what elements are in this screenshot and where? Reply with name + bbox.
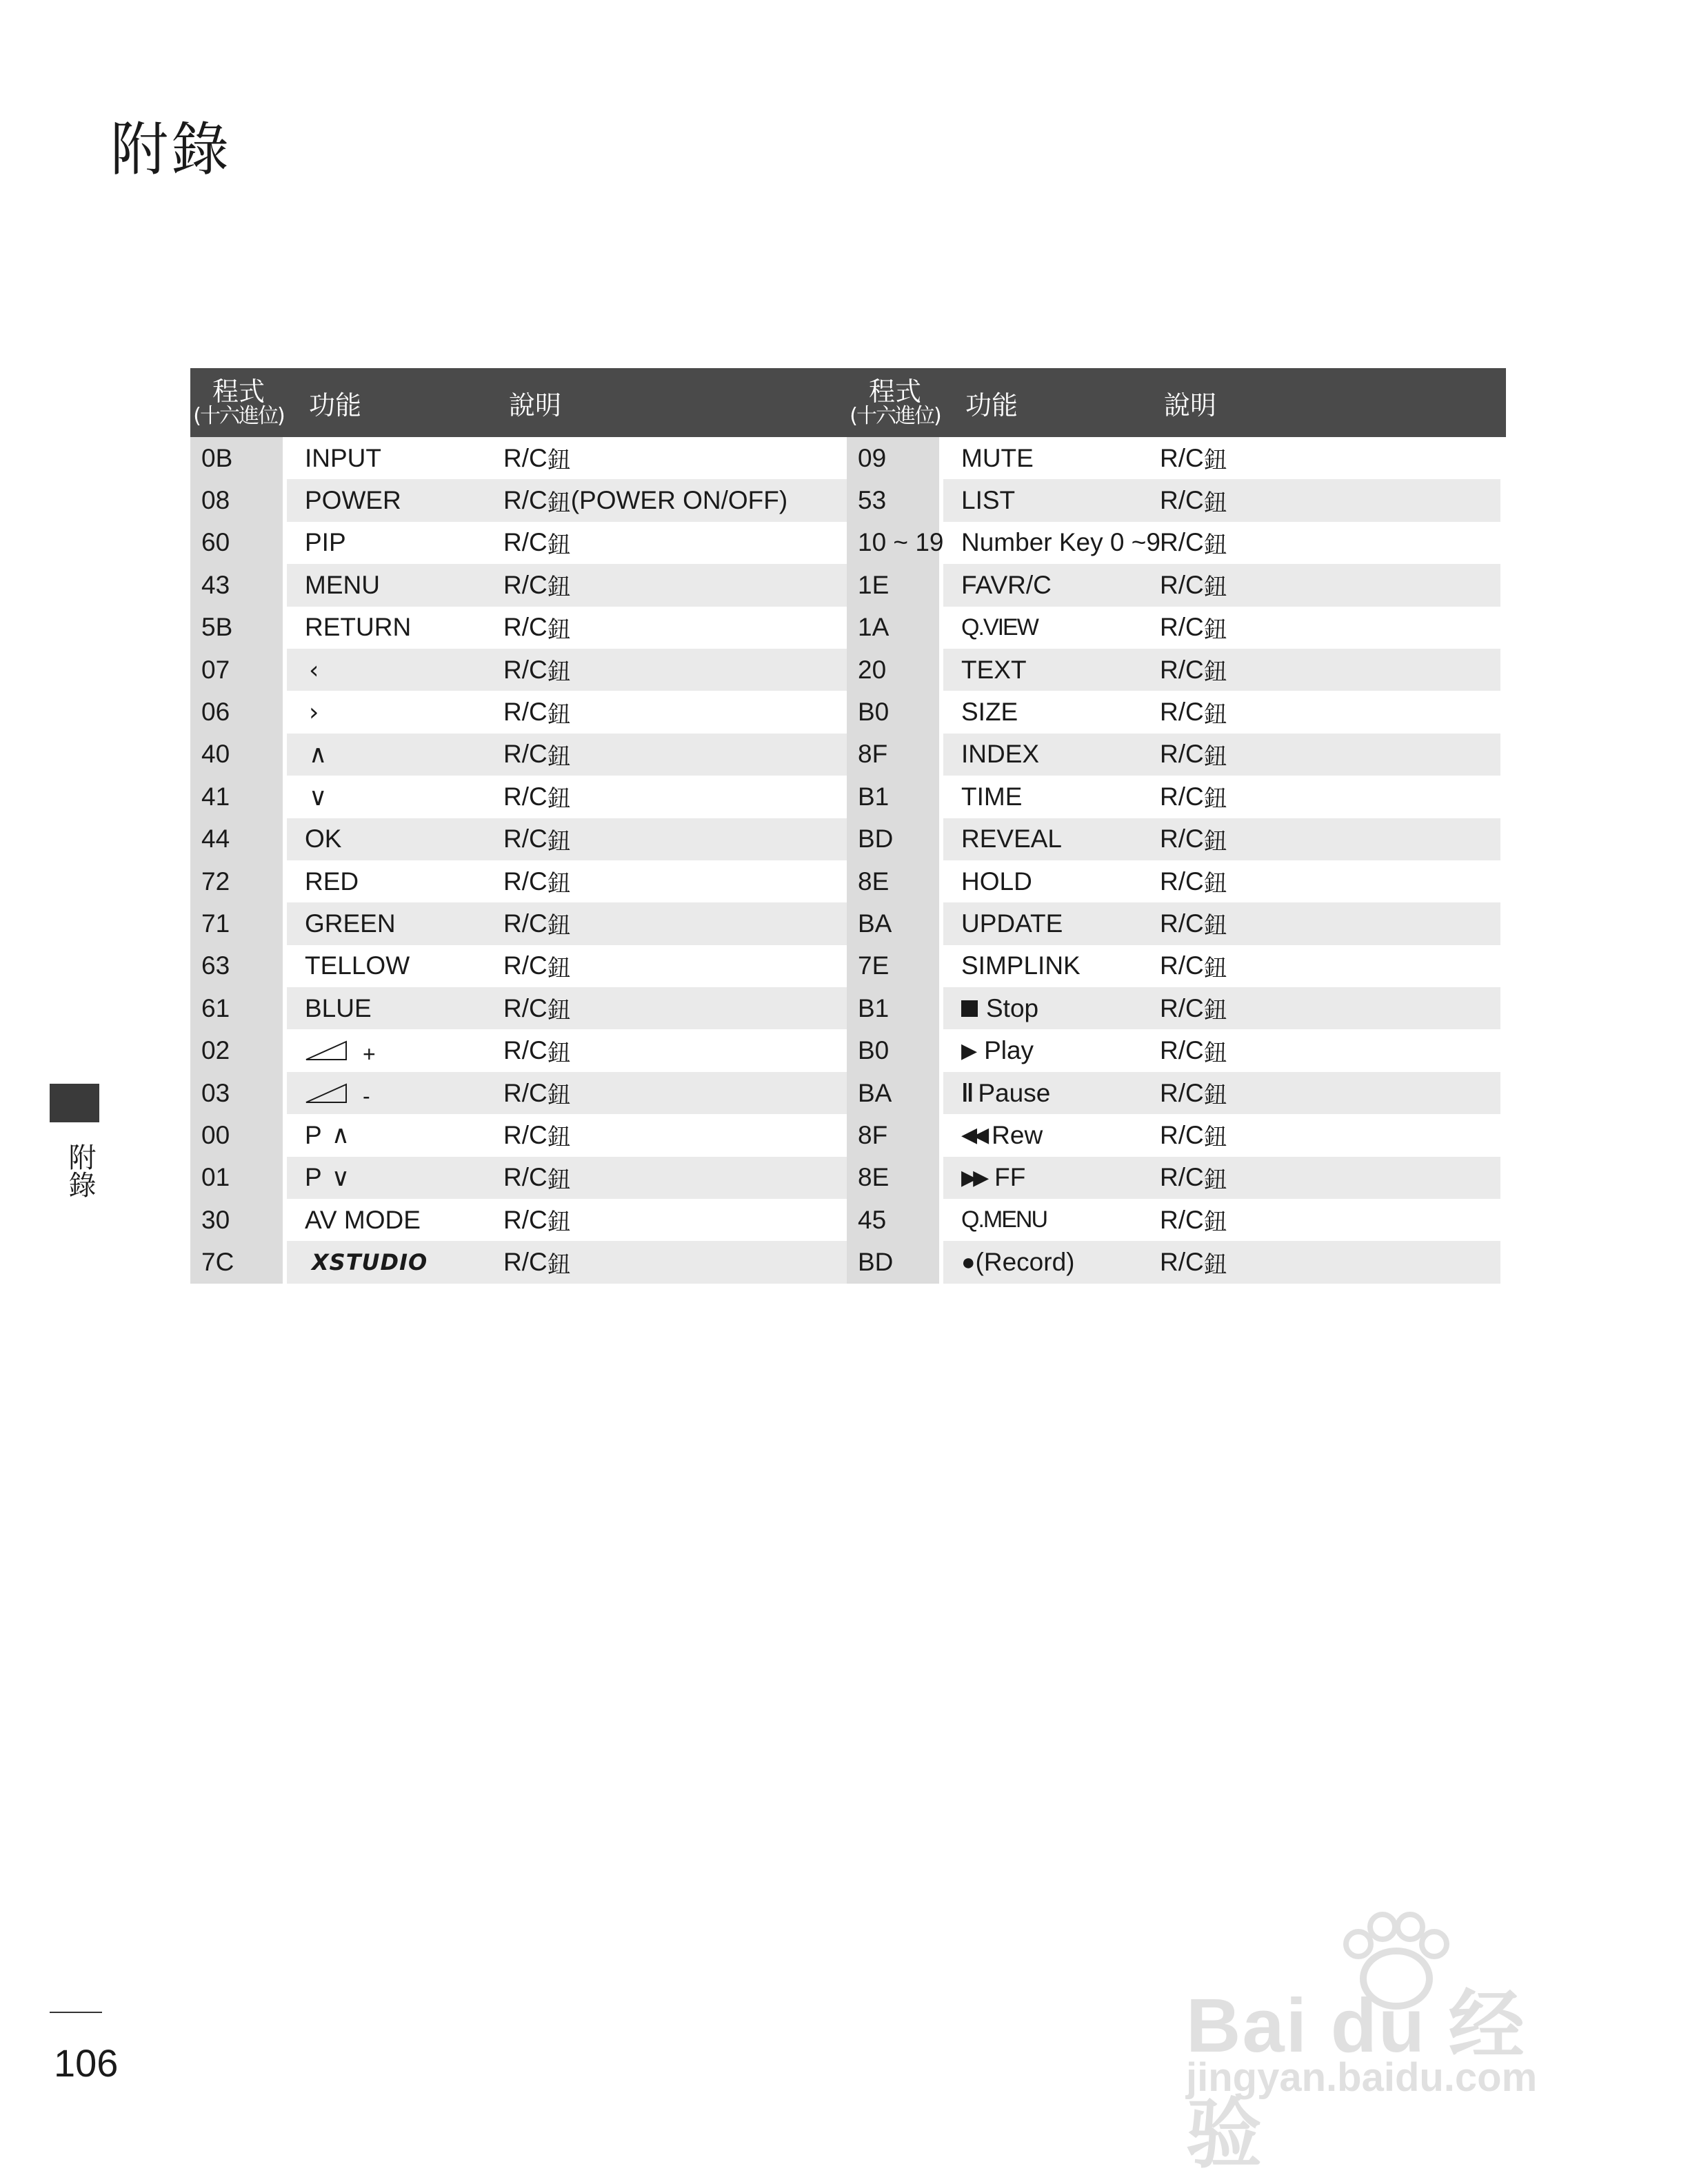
function-label: (Record): [975, 1248, 1075, 1277]
volume-icon: [305, 1040, 349, 1061]
description-cell: R/C 鈕: [1160, 698, 1227, 729]
function-label: FF: [994, 1163, 1026, 1192]
description-cell: R/C 鈕: [1160, 782, 1227, 813]
function-label: SIZE: [961, 698, 1018, 727]
function-label: MENU: [305, 570, 380, 599]
function-cell: [961, 734, 1039, 776]
table-row: [190, 1199, 1506, 1241]
code-cell: 72: [190, 860, 283, 902]
table-header: [190, 368, 1506, 437]
table-row: [190, 945, 1506, 987]
function-cell: [961, 776, 1022, 818]
code-cell: 43: [190, 564, 283, 606]
page-number-rule: [50, 2012, 102, 2013]
code-cell: 71: [190, 902, 283, 944]
function-cell: [305, 818, 341, 860]
code-cell: 20: [847, 649, 939, 691]
function-cell: [305, 776, 327, 818]
function-cell: [305, 1114, 350, 1156]
pause-icon: ‖: [961, 1078, 974, 1107]
function-cell: [305, 691, 319, 733]
description-cell: R/C 鈕: [503, 1205, 571, 1237]
header-code-right: [847, 368, 943, 437]
function-label: OK: [305, 825, 342, 853]
watermark: [1172, 1910, 1586, 2177]
code-cell: 45: [847, 1199, 939, 1241]
code-cell: 7C: [190, 1241, 283, 1283]
left-arrow-icon: ‹: [309, 656, 319, 685]
table-row: [190, 1241, 1506, 1283]
header-description: 說明: [509, 390, 562, 421]
function-label: TEXT: [961, 655, 1027, 684]
table-row: [190, 649, 1506, 691]
function-cell: [305, 479, 401, 521]
function-label: INDEX: [961, 740, 1040, 769]
function-label: UPDATE: [961, 909, 1063, 938]
description-cell: R/C 鈕: [503, 993, 571, 1025]
header-code: [190, 368, 287, 437]
function-cell: [305, 437, 381, 479]
code-cell: BD: [847, 818, 939, 860]
function-label: RED: [305, 867, 359, 896]
function-label: INPUT: [305, 443, 381, 472]
function-cell: [961, 1157, 1025, 1199]
description-cell: R/C 鈕: [503, 1248, 571, 1279]
code-cell: 53: [847, 479, 939, 521]
arrow-key: [309, 698, 319, 727]
function-cell: [961, 1114, 1043, 1156]
function-cell: [305, 945, 410, 987]
up-arrow-icon: ∧: [309, 740, 328, 769]
function-cell: [961, 1199, 1047, 1241]
function-cell: [961, 945, 1081, 987]
code-cell: 5B: [190, 607, 283, 649]
function-label: REVEAL: [961, 825, 1063, 853]
description-cell: R/C 鈕: [503, 698, 571, 729]
table-row: [190, 818, 1506, 860]
header-code-line2: (十六進位): [850, 404, 941, 428]
code-cell: 03: [190, 1072, 283, 1114]
description-cell: R/C 鈕: [503, 1036, 571, 1067]
description-cell: R/C 鈕: [1160, 1036, 1227, 1067]
code-cell: 09: [847, 437, 939, 479]
description-cell: R/C 鈕: [1160, 1205, 1227, 1237]
table-row: [190, 1029, 1506, 1071]
description-cell: R/C 鈕: [1160, 1078, 1227, 1110]
description-cell: R/C 鈕: [1160, 443, 1227, 475]
description-cell: R/C 鈕: [503, 951, 571, 982]
code-cell: 8F: [847, 1114, 939, 1156]
table-row: [190, 522, 1506, 564]
table-row: [190, 860, 1506, 902]
watermark-brand: Bai du 经验: [1186, 1983, 1526, 2177]
description-cell: R/C 鈕: [503, 613, 571, 644]
description-cell: R/C 鈕: [503, 825, 571, 856]
arrow-key: [309, 656, 319, 685]
right-arrow-icon: ›: [309, 698, 319, 727]
function-cell: [305, 522, 346, 564]
code-cell: 60: [190, 522, 283, 564]
function-cell: [305, 902, 396, 944]
description-cell: R/C 鈕: [503, 528, 571, 559]
description-cell: R/C 鈕: [503, 867, 571, 898]
code-cell: BA: [847, 1072, 939, 1114]
code-cell: 8E: [847, 860, 939, 902]
function-cell: [961, 437, 1034, 479]
function-label: BLUE: [305, 993, 372, 1022]
description-cell: R/C 鈕: [1160, 740, 1227, 771]
function-label: Stop: [986, 993, 1039, 1022]
function-label: PIP: [305, 528, 346, 557]
code-cell: 61: [190, 987, 283, 1029]
stop-icon: [961, 1000, 978, 1017]
function-label: -: [363, 1084, 370, 1109]
table-row: [190, 691, 1506, 733]
code-cell: B1: [847, 987, 939, 1029]
description-cell: R/C 鈕: [1160, 613, 1227, 644]
function-label: +: [363, 1041, 376, 1066]
description-cell: R/C 鈕: [503, 655, 571, 687]
code-cell: 0B: [190, 437, 283, 479]
code-cell: BD: [847, 1241, 939, 1283]
header-code-line1: 程式: [212, 376, 265, 407]
function-cell: [961, 987, 1038, 1029]
table-row: [190, 564, 1506, 606]
arrow-key: [309, 740, 327, 769]
description-cell: R/C 鈕: [1160, 570, 1227, 602]
code-cell: B1: [847, 776, 939, 818]
function-cell: [961, 691, 1018, 733]
code-cell: 10 ~ 19: [847, 522, 939, 564]
code-cell: 8F: [847, 734, 939, 776]
function-label: Play: [984, 1036, 1034, 1065]
function-label: GREEN: [305, 909, 396, 938]
function-label: Rew: [992, 1120, 1043, 1149]
function-cell: [305, 1241, 428, 1283]
function-label: LIST: [961, 486, 1016, 515]
table-row: [190, 437, 1506, 479]
watermark-url: jingyan.baidu.com: [1186, 2055, 1538, 2100]
function-cell: [961, 818, 1062, 860]
code-cell: 01: [190, 1157, 283, 1199]
function-cell: [305, 564, 380, 606]
page-title: 附錄: [110, 116, 232, 183]
description-cell: R/C 鈕: [1160, 1163, 1227, 1194]
code-cell: 7E: [847, 945, 939, 987]
function-cell: [305, 734, 327, 776]
function-cell: [305, 649, 319, 691]
code-cell: 07: [190, 649, 283, 691]
function-label: FAVR/C: [961, 570, 1052, 599]
description-cell: R/C 鈕: [503, 1120, 571, 1152]
xstudio-logo: XSTUDIO: [312, 1249, 428, 1276]
function-cell: [961, 1029, 1034, 1071]
description-cell: R/C 鈕: [1160, 993, 1227, 1025]
table-row: [190, 607, 1506, 649]
function-label: Q.MENU: [961, 1206, 1047, 1233]
code-cell: 08: [190, 479, 283, 521]
description-cell: R/C 鈕: [503, 1163, 571, 1194]
code-cell: B0: [847, 1029, 939, 1071]
header-description-right: 說明: [1164, 390, 1217, 421]
header-function-right: 功能: [965, 390, 1018, 421]
function-cell: [961, 649, 1027, 691]
code-cell: 02: [190, 1029, 283, 1071]
description-cell: R/C 鈕: [1160, 825, 1227, 856]
description-cell: R/C 鈕 (POWER ON/OFF): [503, 486, 788, 517]
function-label: TELLOW: [305, 951, 410, 980]
description-cell: R/C 鈕: [1160, 528, 1227, 559]
code-cell: 00: [190, 1114, 283, 1156]
function-label: RETURN: [305, 613, 412, 642]
description-cell: R/C 鈕: [503, 570, 571, 602]
description-cell: R/C 鈕: [1160, 655, 1227, 687]
page-number: 106: [54, 2041, 119, 2085]
description-cell: R/C 鈕: [1160, 951, 1227, 982]
function-cell: [961, 902, 1063, 944]
description-cell: R/C 鈕: [1160, 867, 1227, 898]
code-cell: 1E: [847, 564, 939, 606]
description-cell: R/C 鈕: [1160, 909, 1227, 940]
function-cell: [305, 607, 411, 649]
function-label: P: [305, 1163, 322, 1192]
arrow-key: [309, 782, 327, 811]
description-cell: R/C 鈕: [503, 740, 571, 771]
function-label: Pause: [978, 1078, 1051, 1107]
header-code-line1: 程式: [868, 376, 921, 407]
header-function: 功能: [309, 390, 362, 421]
code-cell: 63: [190, 945, 283, 987]
function-label: MUTE: [961, 443, 1034, 472]
section-side-label: 附錄: [64, 1143, 96, 1198]
function-cell: [305, 860, 359, 902]
fast-forward-icon: ▶▶: [961, 1166, 985, 1189]
down-arrow-icon: ∨: [309, 782, 328, 811]
description-cell: R/C 鈕: [503, 782, 571, 813]
down-chevron-icon: ∨: [331, 1163, 350, 1192]
function-label: HOLD: [961, 867, 1032, 896]
code-cell: 8E: [847, 1157, 939, 1199]
table-row: [190, 776, 1506, 818]
function-label: Q.VIEW: [961, 614, 1038, 640]
code-cell: 1A: [847, 607, 939, 649]
section-tab-marker: [50, 1084, 99, 1122]
function-cell: [961, 479, 1015, 521]
function-label: AV MODE: [305, 1205, 421, 1234]
table-row: [190, 479, 1506, 521]
function-cell: [305, 1072, 370, 1114]
function-cell: [961, 564, 1052, 606]
header-code-line2: (十六進位): [193, 404, 284, 428]
function-label: POWER: [305, 486, 401, 515]
code-cell: 30: [190, 1199, 283, 1241]
code-cell: 06: [190, 691, 283, 733]
rewind-icon: ◀◀: [961, 1124, 985, 1147]
function-label: Number Key 0 ~9: [961, 528, 1160, 557]
table-row: [190, 1114, 1506, 1156]
function-cell: [961, 1241, 1074, 1283]
ir-code-table: [190, 368, 1506, 1284]
description-cell: R/C 鈕: [1160, 486, 1227, 517]
table-row: [190, 902, 1506, 944]
table-row: [190, 1157, 1506, 1199]
function-label: SIMPLINK: [961, 951, 1081, 980]
table-body: [190, 437, 1506, 1284]
function-cell: [961, 1072, 1050, 1114]
function-label: P: [305, 1120, 322, 1149]
function-cell: [305, 1029, 376, 1071]
code-cell: 44: [190, 818, 283, 860]
table-row: [190, 1072, 1506, 1114]
code-cell: 40: [190, 734, 283, 776]
description-cell: R/C 鈕: [503, 909, 571, 940]
code-cell: 41: [190, 776, 283, 818]
function-cell: [305, 1199, 421, 1241]
code-cell: B0: [847, 691, 939, 733]
function-cell: [305, 1157, 350, 1199]
function-cell: [961, 522, 1160, 564]
description-cell: R/C 鈕: [503, 1078, 571, 1110]
table-row: [190, 987, 1506, 1029]
code-cell: BA: [847, 902, 939, 944]
function-cell: [961, 607, 1038, 649]
record-icon: ●: [961, 1248, 976, 1275]
table-row: [190, 734, 1506, 776]
function-cell: [305, 987, 372, 1029]
up-chevron-icon: ∧: [331, 1121, 350, 1150]
description-cell: R/C 鈕: [1160, 1120, 1227, 1152]
function-label: TIME: [961, 782, 1023, 811]
play-icon: ▶: [961, 1039, 978, 1062]
function-cell: [961, 860, 1032, 902]
volume-icon: [305, 1083, 349, 1104]
description-cell: R/C 鈕: [503, 443, 571, 475]
description-cell: R/C 鈕: [1160, 1248, 1227, 1279]
